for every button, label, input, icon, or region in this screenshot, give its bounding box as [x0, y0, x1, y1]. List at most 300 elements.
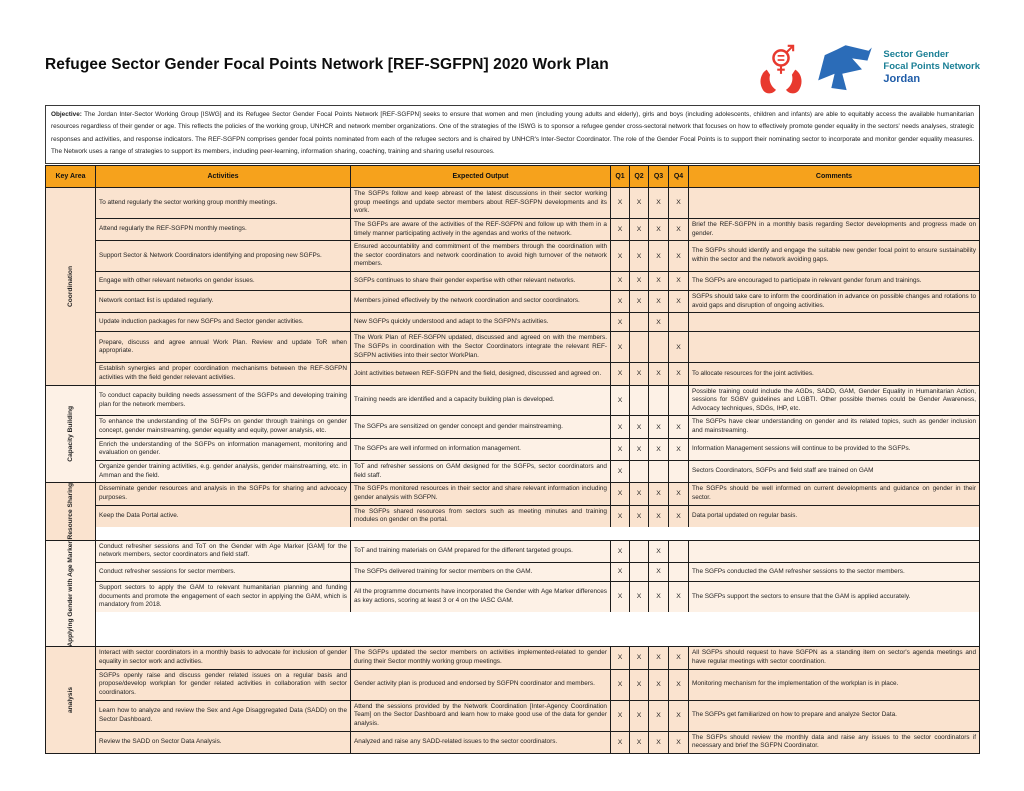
q4-cell-text: X: [676, 654, 681, 662]
activity-cell-text: Engage with other relevant networks on gender issues.: [99, 276, 255, 284]
output-cell: [351, 313, 611, 331]
comment-cell: [689, 332, 979, 362]
q1-cell-text: X: [617, 547, 623, 555]
q1-cell-text: X: [617, 445, 623, 453]
q1-cell-text: X: [617, 593, 623, 601]
activity-cell: [96, 386, 351, 416]
activity-cell-text: Keep the Data Portal active.: [99, 511, 179, 519]
key-area-label: Coordination: [66, 265, 74, 307]
q3-cell: [649, 647, 669, 668]
output-cell: [351, 732, 611, 753]
q4-cell-text: X: [676, 711, 681, 719]
activity-cell-text: Interact with sector coordinators in a monthly basis to advocate for inclusion of gender equality in sector work and activities.: [99, 649, 347, 666]
q4-cell: [669, 647, 689, 668]
activity-cell-text: SGFPs openly raise and discuss gender related issues on a regular basis and propose/develop workplan for gender related activities in collaboration with sector coordinators.: [99, 671, 347, 696]
q3-cell-text: X: [656, 654, 661, 662]
logo-text-line2: Focal Points Network: [883, 61, 980, 73]
output-cell: [351, 541, 611, 562]
q3-cell-text: X: [656, 318, 661, 326]
header-activities: Activities: [96, 166, 351, 187]
key-area-label: Applying Gender with Age Marker: [66, 540, 74, 647]
q1-cell: [611, 483, 630, 504]
comment-cell-text: Monitoring mechanism for the implementation of the workplan is in place.: [692, 680, 899, 688]
output-cell-text: ToT and training materials on GAM prepared for the different targeted groups.: [354, 547, 573, 555]
output-cell-text: All the programme documents have incorporated the Gender with Age Marker differences as key actions, scoring at least 3 or 4 on the IASC GAM.: [354, 588, 607, 604]
table-row: [96, 386, 979, 417]
comment-cell-text: The SGFPs should review the monthly data and raise any issues to the sector coordinators if necessary and brief the SGFPN Coordinator.: [692, 733, 976, 750]
activity-cell: [96, 332, 351, 362]
q3-cell-text: X: [656, 445, 661, 453]
q4-cell-text: X: [676, 593, 681, 601]
q4-cell: [669, 439, 689, 460]
output-cell-text: Members joined effectively by the network coordination and sector coordinators.: [354, 297, 580, 305]
q3-cell-text: X: [656, 512, 661, 520]
q2-cell-text: X: [636, 738, 642, 746]
q2-cell: [630, 439, 649, 460]
q3-cell-text: X: [656, 370, 661, 378]
q1-cell: [611, 506, 630, 527]
output-cell: [351, 670, 611, 700]
q2-cell-text: X: [636, 681, 642, 689]
q1-cell: [611, 241, 630, 271]
activity-cell-text: Conduct refresher sessions and ToT on the Gender with Age Marker [GAM] for the network members, sector coordinators and field staff.: [99, 542, 347, 559]
activity-cell-text: Conduct refresher sessions for sector members.: [99, 567, 236, 575]
q4-cell: [669, 483, 689, 504]
output-cell: [351, 219, 611, 240]
q4-cell-text: X: [676, 423, 681, 431]
comment-cell: [689, 506, 979, 527]
q2-cell: [630, 188, 649, 218]
activity-cell: [96, 670, 351, 700]
q2-cell: [630, 483, 649, 504]
output-cell-text: SGFPs continues to share their gender expertise with other relevant networks.: [354, 276, 576, 284]
q1-cell: [611, 732, 630, 753]
key-area-label: Resource Sharing: [66, 483, 74, 540]
output-cell: [351, 563, 611, 581]
q4-cell: [669, 291, 689, 312]
q2-cell: [630, 386, 649, 416]
q3-cell-text: X: [656, 199, 661, 207]
activity-cell: [96, 701, 351, 731]
q1-cell: [611, 701, 630, 731]
section-rows: [96, 541, 979, 647]
q2-cell-text: X: [636, 199, 642, 207]
activity-cell: [96, 506, 351, 527]
q4-cell: [669, 332, 689, 362]
q4-cell: [669, 416, 689, 437]
table-row: [96, 483, 979, 505]
comment-cell-text: Brief the REF-SGFPN in a monthly basis regarding Sector developments and progress made on gender.: [692, 220, 976, 237]
q2-cell-text: X: [636, 423, 642, 431]
q1-cell: [611, 582, 630, 612]
q3-cell-text: X: [656, 568, 661, 576]
q1-cell: [611, 219, 630, 240]
q1-cell: [611, 386, 630, 416]
output-cell: [351, 416, 611, 437]
comment-cell-text: The SGFPs should be well informed on current developments and guidance on gender in their sector.: [692, 485, 976, 501]
q2-cell: [630, 313, 649, 331]
activity-cell-text: Disseminate gender resources and analysis in the SGFPs for sharing and advocacy purposes.: [99, 485, 347, 501]
output-cell: [351, 291, 611, 312]
header-q1: Q1: [611, 166, 630, 187]
q3-cell: [649, 541, 669, 562]
activity-cell-text: Update induction packages for new SGFPs and Sector gender activities.: [99, 318, 304, 326]
key-area-cell-analysis: [46, 647, 96, 752]
output-cell-text: The SGFPs are well informed on information management.: [354, 445, 521, 453]
q1-cell: [611, 461, 630, 482]
section-resource-sharing: [46, 483, 979, 540]
activity-cell: [96, 219, 351, 240]
output-cell: [351, 701, 611, 731]
comment-cell-text: The SGFPs get familiarized on how to prepare and analyze Sector Data.: [692, 711, 897, 719]
q4-cell-text: X: [676, 512, 681, 520]
output-cell-text: Joint activities between REF-SGFPN and the field, designed, discussed and agreed on.: [354, 369, 602, 377]
q2-cell-text: X: [636, 252, 642, 260]
q1-cell-text: X: [617, 199, 623, 207]
q3-cell: [649, 563, 669, 581]
table-row: [96, 219, 979, 241]
q4-cell: [669, 313, 689, 331]
activity-cell-text: Attend regularly the REF-SGFPN monthly meetings.: [99, 225, 247, 233]
comment-cell: [689, 541, 979, 562]
output-cell-text: Analyzed and raise any SADD-related issues to the sector coordinators.: [354, 737, 558, 745]
q4-cell-text: X: [676, 681, 681, 689]
q2-cell: [630, 363, 649, 384]
q3-cell: [649, 188, 669, 218]
activity-cell-text: To enhance the understanding of the SGFPs on gender through trainings on gender concept, gender mainstreaming, gender equality and equity, power analysis, etc.: [99, 418, 347, 435]
section-applying-gam: [46, 541, 979, 648]
output-cell-text: Ensured accountability and commitment of the members through the coordination with the sector coordinators and network coordination to avoid high turnover of the network members.: [354, 243, 607, 268]
output-cell: [351, 272, 611, 290]
q3-cell: [649, 291, 669, 312]
table-row: [96, 701, 979, 732]
q2-cell-text: X: [636, 512, 642, 520]
comment-cell: [689, 701, 979, 731]
comment-cell: [689, 582, 979, 612]
q4-cell-text: X: [676, 298, 681, 306]
output-cell-text: The SGFPs updated the sector members on activities implemented-related to gender during their Sector monthly working group meetings.: [354, 649, 607, 666]
q3-cell-text: X: [656, 711, 661, 719]
q2-cell-text: X: [636, 711, 642, 719]
q1-cell-text: X: [617, 568, 623, 576]
table-row: [96, 563, 979, 582]
q1-cell-text: X: [617, 318, 623, 326]
q1-cell: [611, 647, 630, 668]
q4-cell: [669, 188, 689, 218]
q3-cell-text: X: [656, 225, 661, 233]
table-row: [96, 647, 979, 669]
q2-cell: [630, 563, 649, 581]
section-coordination: [46, 188, 979, 386]
q4-cell: [669, 363, 689, 384]
q1-cell-text: X: [617, 681, 623, 689]
q4-cell: [669, 541, 689, 562]
comment-cell: [689, 291, 979, 312]
comment-cell: [689, 416, 979, 437]
comment-cell: [689, 386, 979, 416]
logo-text-line1: Sector Gender: [883, 49, 949, 61]
header-key-area: Key Area: [46, 166, 96, 187]
section-rows: [96, 483, 979, 539]
comment-cell: [689, 670, 979, 700]
activity-cell: [96, 563, 351, 581]
q4-cell: [669, 732, 689, 753]
section-capacity-building: [46, 386, 979, 484]
table-row: [96, 188, 979, 219]
activity-cell: [96, 732, 351, 753]
activity-cell-text: To conduct capacity building needs assessment of the SGFPs and developing training plan for the network members.: [99, 391, 347, 408]
comment-cell: [689, 483, 979, 504]
q1-cell: [611, 188, 630, 218]
objective-box: [45, 105, 980, 164]
section-rows: [96, 647, 979, 752]
output-cell: [351, 439, 611, 460]
q4-cell-text: X: [676, 370, 681, 378]
q1-cell-text: X: [617, 396, 623, 404]
q2-cell: [630, 219, 649, 240]
q2-cell: [630, 461, 649, 482]
activity-cell: [96, 291, 351, 312]
q2-cell: [630, 272, 649, 290]
output-cell: [351, 461, 611, 482]
q4-cell-text: X: [676, 252, 681, 260]
q1-cell-text: X: [617, 490, 623, 498]
q1-cell: [611, 272, 630, 290]
output-cell: [351, 188, 611, 218]
activity-cell: [96, 188, 351, 218]
q3-cell-text: X: [656, 490, 661, 498]
q3-cell: [649, 670, 669, 700]
output-cell-text: ToT and refresher sessions on GAM designed for the SGFPs, sector coordinators and field staff.: [354, 463, 607, 479]
q3-cell: [649, 219, 669, 240]
output-cell-text: New SGFPs quickly understood and adapt to the SGFPN's activities.: [354, 318, 549, 326]
output-cell-text: The SGFPs are aware of the activities of the REF-SGFPN and follow up with them in a timely manner participating actively in the agendas and works of the network.: [354, 220, 607, 237]
key-area-cell-resource-sharing: [46, 483, 96, 539]
q2-cell-text: X: [636, 298, 642, 306]
comment-cell: [689, 219, 979, 240]
table-row: [96, 272, 979, 291]
section-rows: [96, 386, 979, 483]
output-cell-text: Training needs are identified and a capacity building plan is developed.: [354, 396, 555, 404]
activity-cell: [96, 647, 351, 668]
activity-cell-text: Network contact list is updated regularly.: [99, 297, 214, 305]
table-body: [46, 188, 979, 753]
q2-cell: [630, 541, 649, 562]
comment-cell-text: All SGFPs should request to have SGFPN as a standing item on sector's agenda meetings and have regular meetings with sector coordination.: [692, 649, 976, 666]
comment-cell: [689, 272, 979, 290]
q3-cell-text: X: [656, 277, 661, 285]
comment-cell-text: Sectors Coordinators, SGFPs and field staff are trained on GAM: [692, 467, 874, 475]
output-cell-text: The SGFPs follow and keep abreast of the latest discussions in their sector working group meetings and update sector members about REF-SGFPN developments and its work.: [354, 189, 607, 215]
q4-cell: [669, 272, 689, 290]
logo-text: [883, 49, 980, 87]
key-area-label: analysis: [66, 687, 74, 714]
q3-cell: [649, 506, 669, 527]
q2-cell: [630, 732, 649, 753]
q3-cell: [649, 416, 669, 437]
comment-cell: [689, 461, 979, 482]
q2-cell-text: X: [636, 490, 642, 498]
activity-cell: [96, 272, 351, 290]
header-q4: Q4: [669, 166, 689, 187]
q3-cell-text: X: [656, 547, 661, 555]
q3-cell-text: X: [656, 298, 661, 306]
q1-cell-text: X: [617, 343, 623, 351]
q3-cell: [649, 461, 669, 482]
q1-cell: [611, 291, 630, 312]
q1-cell: [611, 541, 630, 562]
q1-cell: [611, 670, 630, 700]
activity-cell: [96, 416, 351, 437]
q4-cell: [669, 670, 689, 700]
comment-cell: [689, 732, 979, 753]
q3-cell: [649, 439, 669, 460]
q2-cell: [630, 701, 649, 731]
q2-cell-text: X: [636, 593, 642, 601]
q2-cell: [630, 332, 649, 362]
q1-cell-text: X: [617, 423, 623, 431]
table-row: [96, 439, 979, 461]
q2-cell-text: X: [636, 370, 642, 378]
output-cell: [351, 506, 611, 527]
key-area-label: Capacity Building: [66, 406, 74, 462]
comment-cell: [689, 313, 979, 331]
logo-text-country: Jordan: [883, 73, 921, 85]
comment-cell: [689, 363, 979, 384]
activity-cell-text: To attend regularly the sector working group monthly meetings.: [99, 198, 277, 206]
table-row: [96, 241, 979, 272]
key-area-cell-applying-gam: [46, 541, 96, 647]
q3-cell: [649, 363, 669, 384]
table-row: [96, 670, 979, 701]
comment-cell-text: Possible training could include the AGDs, SADD, GAM, Gender Equality in Humanitarian Action, sessions for SGBV guidelines and LGBTI. Other possible themes could be Gender Awareness, Advocacy techniques, SDGs, IHP, etc.: [692, 387, 976, 412]
table-row: [96, 582, 979, 612]
q1-cell-text: X: [617, 468, 623, 476]
q2-cell-text: X: [636, 225, 642, 233]
q1-cell-text: X: [617, 252, 623, 260]
comment-cell-text: To allocate resources for the joint activities.: [692, 369, 814, 377]
key-area-cell-coordination: [46, 188, 96, 385]
q3-cell-text: X: [656, 593, 661, 601]
q4-cell-text: X: [676, 738, 681, 746]
q3-cell-text: X: [656, 681, 661, 689]
header-q2: Q2: [630, 166, 649, 187]
q3-cell: [649, 386, 669, 416]
table-row: [96, 541, 979, 563]
q2-cell: [630, 670, 649, 700]
objective-label: Objective:: [51, 111, 82, 118]
jordan-map-icon: [813, 42, 877, 94]
q2-cell-text: X: [636, 277, 642, 285]
table-row: [96, 506, 979, 527]
hands-gender-icon: [755, 42, 807, 94]
q3-cell-text: X: [656, 738, 661, 746]
work-plan-table: [45, 165, 980, 754]
q3-cell: [649, 272, 669, 290]
activity-cell: [96, 241, 351, 271]
comment-cell: [689, 647, 979, 668]
table-header-row: [46, 166, 979, 188]
activity-cell: [96, 582, 351, 612]
output-cell: [351, 241, 611, 271]
page-title: Refugee Sector Gender Focal Points Network [REF-SGFPN] 2020 Work Plan: [45, 56, 609, 73]
activity-cell: [96, 461, 351, 482]
q4-cell: [669, 219, 689, 240]
output-cell-text: The SGFPs shared resources from sectors such as meeting minutes and training modules on gender on the portal.: [354, 507, 607, 524]
q3-cell: [649, 582, 669, 612]
comment-cell: [689, 241, 979, 271]
q1-cell: [611, 416, 630, 437]
q3-cell: [649, 483, 669, 504]
output-cell: [351, 582, 611, 612]
q2-cell-text: X: [636, 445, 642, 453]
activity-cell-text: Review the SADD on Sector Data Analysis.: [99, 737, 222, 745]
q4-cell-text: X: [676, 225, 681, 233]
table-row: [96, 461, 979, 482]
header-comments: Comments: [815, 172, 853, 180]
table-row: [96, 732, 979, 753]
activity-cell-text: Enrich the understanding of the SGFPs on information management, monitoring and evaluation on gender.: [99, 440, 347, 457]
output-cell: [351, 332, 611, 362]
comment-cell: [689, 439, 979, 460]
section-analysis: [46, 647, 979, 752]
q2-cell: [630, 582, 649, 612]
comment-cell-text: The SGFPs are encouraged to participate in relevant gender forum and trainings.: [692, 276, 922, 284]
activity-cell: [96, 313, 351, 331]
q1-cell: [611, 332, 630, 362]
q1-cell-text: X: [617, 738, 623, 746]
comment-cell-text: The SGFPs should identify and engage the suitable new gender focal point to ensure sustainability within the sector and the network avoiding gaps.: [692, 247, 976, 264]
comment-cell-text: The SGFPs have clear understanding on gender and its related topics, such as gender inclusion and mainstreaming.: [692, 418, 976, 435]
activity-cell: [96, 483, 351, 504]
comment-cell-text: Information Management sessions will continue to be provided to the SGFPs.: [692, 445, 911, 453]
q1-cell: [611, 363, 630, 384]
activity-cell-text: Support Sector & Network Coordinators identifying and proposing new SGFPs.: [99, 251, 322, 259]
activity-cell-text: Support sectors to apply the GAM to relevant humanitarian planning and funding documents and promote the engagement of each sector in applying the GAM, which is mandatory from 2018.: [99, 584, 347, 609]
comment-cell: [689, 563, 979, 581]
q4-cell: [669, 563, 689, 581]
q1-cell-text: X: [617, 298, 623, 306]
activity-cell: [96, 541, 351, 562]
q2-cell-text: X: [636, 654, 642, 662]
q4-cell: [669, 241, 689, 271]
q1-cell: [611, 439, 630, 460]
q2-cell: [630, 241, 649, 271]
q4-cell-text: X: [676, 199, 681, 207]
output-cell-text: The SGFPs delivered training for sector members on the GAM.: [354, 567, 533, 575]
q1-cell-text: X: [617, 370, 623, 378]
q1-cell-text: X: [617, 277, 623, 285]
key-area-cell-capacity-building: [46, 386, 96, 483]
table-row: [96, 291, 979, 313]
q4-cell: [669, 386, 689, 416]
header-expected-output: Expected Output: [351, 166, 611, 187]
table-row: [96, 332, 979, 363]
q4-cell-text: X: [676, 445, 681, 453]
q3-cell: [649, 241, 669, 271]
q4-cell: [669, 506, 689, 527]
comment-cell-text: SGFPs should take care to inform the coordination in advance on possible changes and rotations to avoid gaps and disruption of ongoing activities.: [692, 293, 976, 309]
q3-cell: [649, 701, 669, 731]
output-cell: [351, 483, 611, 504]
q3-cell: [649, 332, 669, 362]
table-row: [96, 313, 979, 332]
q4-cell: [669, 701, 689, 731]
activity-cell-text: Organize gender training activities, e.g. gender analysis, gender mainstreaming, etc. in Amman and the field.: [99, 463, 347, 479]
output-cell-text: The SGFPs are sensitized on gender concept and gender mainstreaming.: [354, 422, 563, 430]
q4-cell-text: X: [676, 490, 681, 498]
q1-cell: [611, 563, 630, 581]
